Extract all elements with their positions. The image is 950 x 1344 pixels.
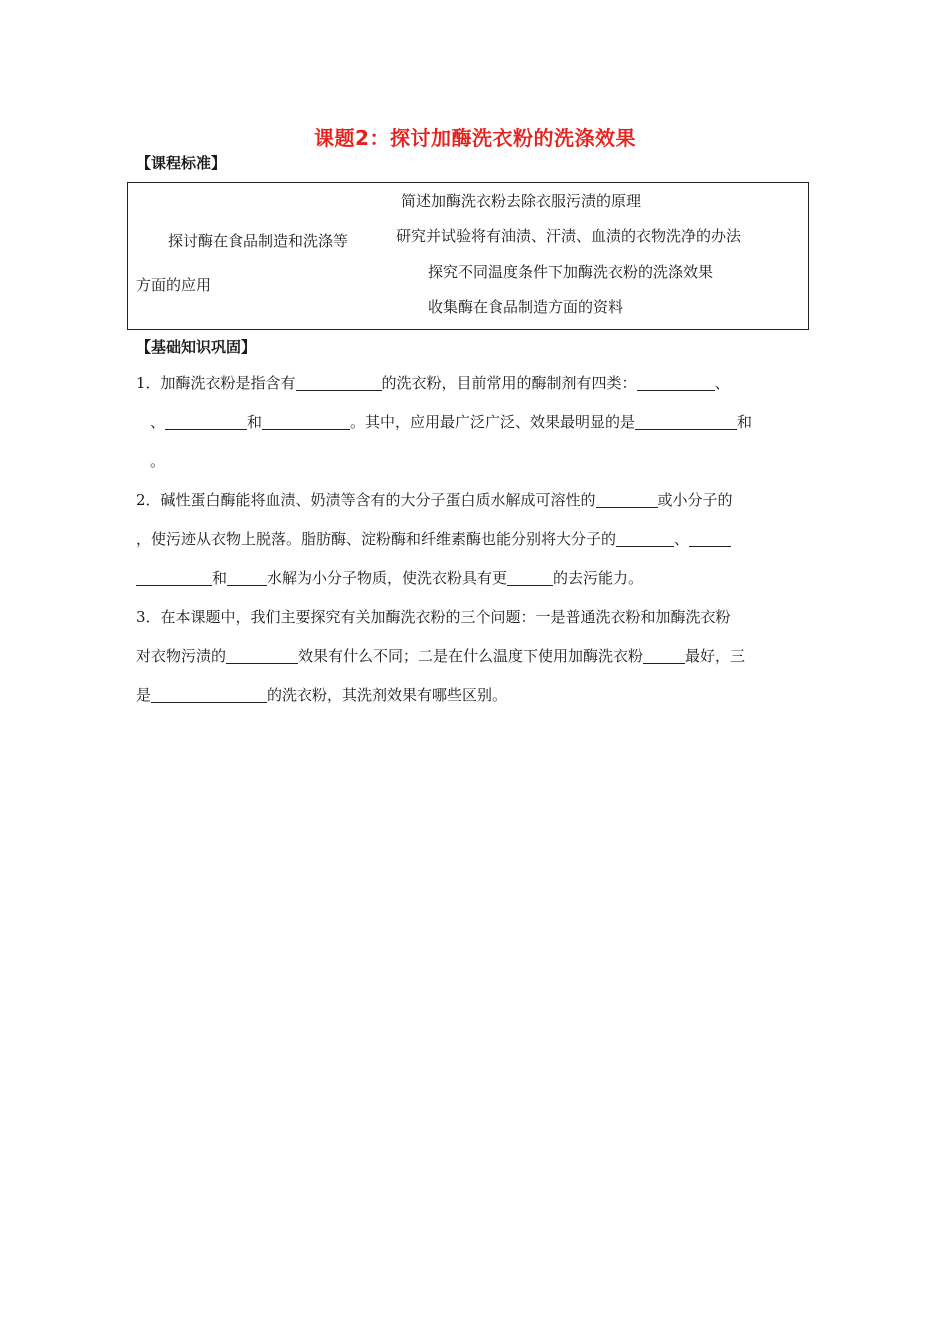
question-text: ，使污迹从衣物上脱落。脂肪酶、淀粉酶和纤维素酶也能分别将大分子的	[136, 530, 617, 548]
question-1-line1	[136, 372, 730, 393]
question-text: 1．加酶洗衣粉是指含有	[136, 374, 296, 392]
question-text: 的洗衣粉，其洗剂效果有哪些区别。	[267, 686, 508, 704]
answer-blank[interactable]	[507, 584, 553, 586]
basics-heading: 【基础知识巩固】	[136, 338, 257, 356]
standards-topic-line1: 探讨酶在食品制造和洗涤等	[168, 232, 349, 250]
question-1-line3	[150, 450, 165, 471]
question-text: 的洗衣粉，目前常用的酶制剂有四类：	[381, 374, 637, 392]
question-text: 3．在本课题中，我们主要探究有关加酶洗衣粉的三个问题：一是普通洗衣粉和加酶洗衣粉	[136, 608, 731, 626]
question-text: 是	[136, 686, 152, 704]
question-text: 效果有什么不同；二是在什么温度下使用加酶洗衣粉	[298, 647, 644, 665]
standards-topic-line2: 方面的应用	[136, 276, 212, 294]
answer-blank[interactable]	[151, 701, 267, 703]
question-text: 、	[150, 413, 166, 431]
standards-item: 探究不同温度条件下加酶洗衣粉的洗涤效果	[428, 263, 714, 281]
question-2-line1	[136, 489, 733, 510]
question-text: 、	[714, 374, 730, 392]
answer-blank[interactable]	[165, 428, 247, 430]
question-2-line3	[136, 567, 643, 588]
standards-item: 收集酶在食品制造方面的资料	[428, 298, 624, 316]
question-2-line2	[136, 528, 731, 549]
standards-item: 简述加酶洗衣粉去除衣服污渍的原理	[401, 192, 642, 210]
answer-blank[interactable]	[596, 506, 658, 508]
question-text: 、	[674, 530, 690, 548]
answer-blank[interactable]	[635, 428, 737, 430]
answer-blank[interactable]	[616, 545, 674, 547]
question-text: 的去污能力。	[553, 569, 644, 587]
answer-blank[interactable]	[226, 662, 298, 664]
answer-blank[interactable]	[637, 389, 715, 391]
question-text: 和	[247, 413, 263, 431]
standards-table	[127, 182, 809, 330]
question-text: 或小分子的	[657, 491, 733, 509]
question-text: 水解为小分子物质，使洗衣粉具有更	[267, 569, 508, 587]
question-text: 。其中，应用最广泛广泛、效果最明显的是	[350, 413, 636, 431]
question-3-line2	[136, 645, 745, 666]
answer-blank[interactable]	[643, 662, 685, 664]
answer-blank[interactable]	[227, 584, 267, 586]
question-text: 和	[212, 569, 228, 587]
question-text: 最好，三	[685, 647, 746, 665]
answer-blank[interactable]	[296, 389, 382, 391]
standards-items	[128, 183, 808, 329]
page-title: 课题2：探讨加酶洗衣粉的洗涤效果	[314, 126, 636, 150]
answer-blank[interactable]	[262, 428, 350, 430]
question-text: 。	[150, 452, 166, 470]
question-text: 2．碱性蛋白酶能将血渍、奶渍等含有的大分子蛋白质水解成可溶性的	[136, 491, 596, 509]
answer-blank[interactable]	[136, 584, 212, 586]
answer-blank[interactable]	[689, 545, 731, 547]
question-1-line2	[150, 411, 752, 432]
question-3-line3	[136, 684, 507, 705]
standards-item: 研究并试验将有油渍、汗渍、血渍的衣物洗净的办法	[396, 227, 742, 245]
standards-heading: 【课程标准】	[136, 154, 227, 172]
question-text: 和	[737, 413, 753, 431]
question-3-line1	[136, 606, 731, 627]
question-text: 对衣物污渍的	[136, 647, 227, 665]
